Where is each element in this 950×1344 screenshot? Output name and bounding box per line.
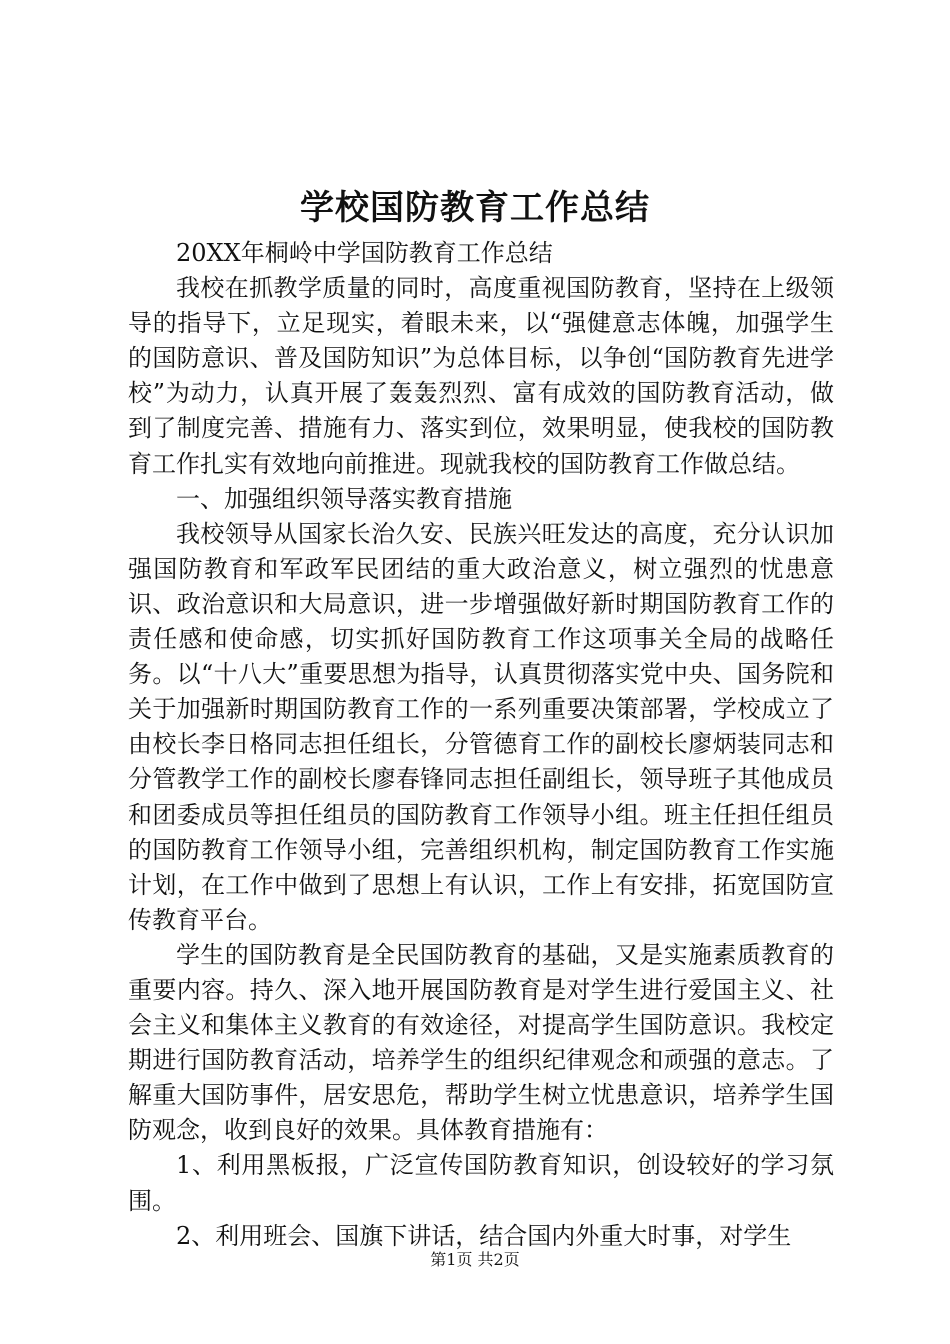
- body-paragraph: 我校领导从国家长治久安、民族兴旺发达的高度，充分认识加强国防教育和军政军民团结的重大政治意义，树立强烈的忧患意识、政治意识和大局意识，进一步增强做好新时期国防教育工作的责任感和使命感，切实抓好国防教育工作这项事关全局的战略任务。以“十八大”重要思想为指导，认真贯彻落实党中央、国务院和关于加强新时期国防教育工作的一系列重要决策部署，学校成立了由校长李日格同志担任组长，分管德育工作的副校长廖炳装同志和分管教学工作的副校长廖春锋同志担任副组长，领导班子其他成员和团委成员等担任组员的国防教育工作领导小组。班主任担任组员的国防教育工作领导小组，完善组织机构，制定国防教育工作实施计划，在工作中做到了思想上有认识，工作上有安排，拓宽国防宣传教育平台。: [128, 519, 834, 934]
- document-title: 学校国防教育工作总结: [300, 188, 650, 228]
- section-heading: 一、加强组织领导落实教育措施: [176, 484, 512, 513]
- list-item: 1、利用黑板报，广泛宣传国防教育知识，创设较好的学习氛围。: [128, 1151, 834, 1215]
- page-footer: 第1页 共2页: [430, 1250, 520, 1269]
- document-body: [128, 236, 834, 1254]
- list-item: 2、利用班会、国旗下讲话，结合国内外重大时事，对学生: [176, 1221, 792, 1250]
- subtitle-paragraph: 20XX年桐岭中学国防教育工作总结: [176, 239, 553, 267]
- intro-paragraph: 我校在抓教学质量的同时，高度重视国防教育，坚持在上级领导的指导下，立足现实，着眼未来，以“强健意志体魄，加强学生的国防意识、普及国防知识”为总体目标，以争创“国防教育先进学校”为动力，认真开展了轰轰烈烈、富有成效的国防教育活动，做到了制度完善、措施有力、落实到位，效果明显，使我校的国防教育工作扎实有效地向前推进。现就我校的国防教育工作做总结。: [128, 274, 834, 478]
- body-paragraph: 学生的国防教育是全民国防教育的基础，又是实施素质教育的重要内容。持久、深入地开展国防教育是对学生进行爱国主义、社会主义和集体主义教育的有效途径，对提高学生国防意识。我校定期进行国防教育活动，培养学生的组织纪律观念和顽强的意志。了解重大国防事件，居安思危，帮助学生树立忧患意识，培养学生国防观念，收到良好的效果。具体教育措施有：: [128, 940, 834, 1145]
